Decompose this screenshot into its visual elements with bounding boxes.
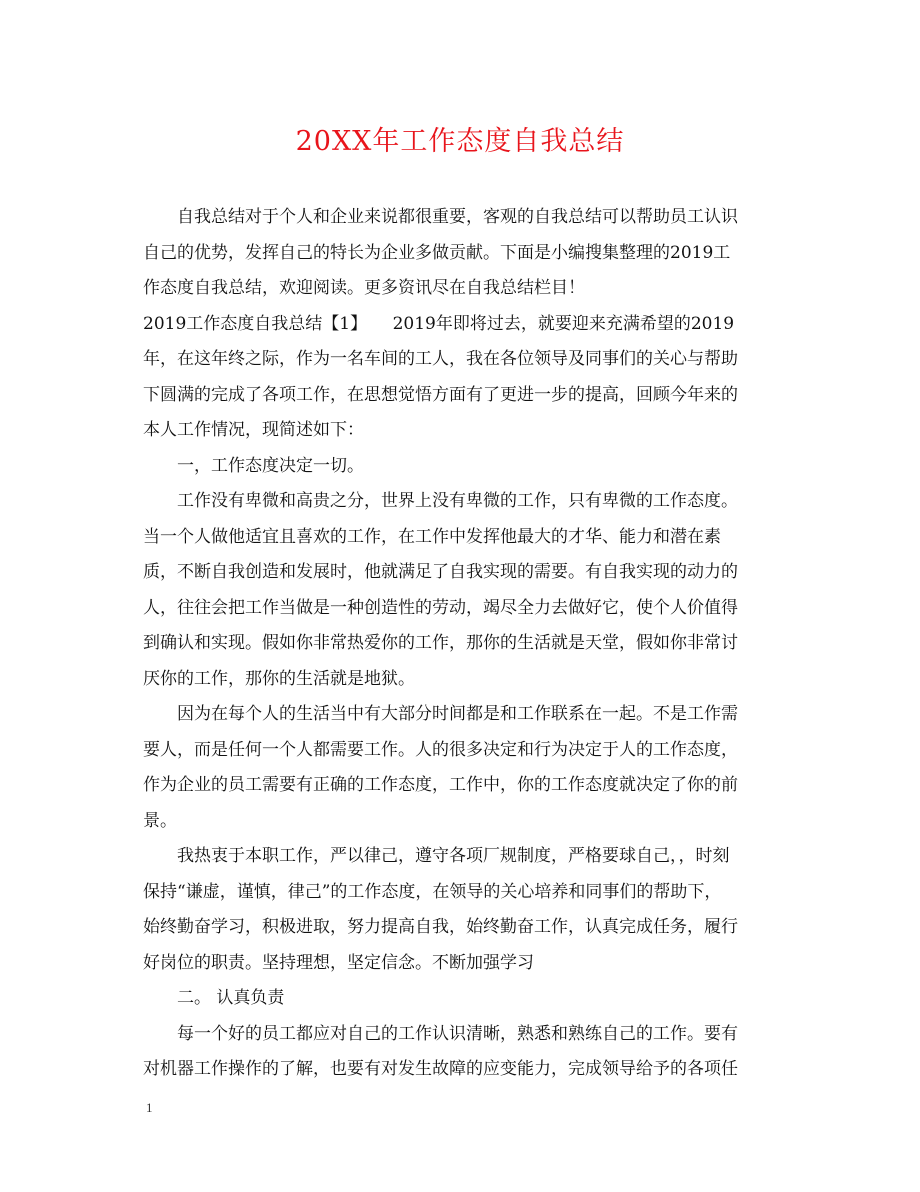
body-line: 2019工作态度自我总结【1】 2019年即将过去，就要迎来充满希望的2019 — [143, 313, 735, 334]
body-line: 年，在这年终之际，作为一名车间的工人，我在各位领导及同事们的关心与帮助 — [143, 349, 738, 369]
body-line: 到确认和实现。假如你非常热爱你的工作，那你的生活就是天堂，假如你非常讨 — [143, 633, 738, 653]
document-body — [143, 200, 783, 1088]
body-line: 每一个好的员工都应对自己的工作认识清晰，熟悉和熟练自己的工作。要有 — [177, 1023, 738, 1044]
section-heading: 一，工作态度决定一切。 — [177, 455, 364, 476]
body-line: 本人工作情况，现简述如下： — [143, 420, 364, 440]
body-line: 作为企业的员工需要有正确的工作态度，工作中，你的工作态度就决定了你的前 — [143, 775, 738, 795]
body-line: 质，不断自我创造和发展时，他就满足了自我实现的需要。有自我实现的动力的 — [143, 562, 738, 582]
body-line: 下圆满的完成了各项工作，在思想觉悟方面有了更进一步的提高，回顾今年来的 — [143, 384, 738, 405]
page-number: 1 — [146, 1100, 153, 1115]
section-heading: 二。 认真负责 — [177, 988, 285, 1008]
body-line: 好岗位的职责。坚持理想，坚定信念。不断加强学习 — [143, 952, 534, 973]
body-line: 始终勤奋学习，积极进取，努力提高自我，始终勤奋工作，认真完成任务，履行 — [143, 917, 738, 937]
document-title: 20XX年工作态度自我总结 — [295, 126, 625, 157]
body-line: 自己的优势，发挥自己的特长为企业多做贡献。下面是小编搜集整理的2019工 — [143, 242, 731, 263]
body-line: 当一个人做他适宜且喜欢的工作，在工作中发挥他最大的才华、能力和潜在素 — [143, 526, 721, 547]
body-line: 工作没有卑微和高贵之分，世界上没有卑微的工作，只有卑微的工作态度。 — [177, 491, 738, 511]
body-line: 我热衷于本职工作，严以律己，遵守各项厂规制度，严格要球自己，，时刻 — [177, 846, 730, 866]
body-line: 要人，而是任何一个人都需要工作。人的很多决定和行为决定于人的工作态度， — [143, 739, 738, 760]
body-line: 对机器工作操作的了解，也要有对发生故障的应变能力，完成领导给予的各项任 — [143, 1059, 738, 1079]
body-line: 作态度自我总结，欢迎阅读。更多资讯尽在自我总结栏目！ — [143, 278, 585, 298]
body-line: 景。 — [143, 810, 177, 831]
body-line: 因为在每个人的生活当中有大部分时间都是和工作联系在一起。不是工作需 — [177, 704, 738, 724]
body-line: 厌你的工作，那你的生活就是地狱。 — [143, 668, 415, 689]
body-line: 保持“谦虚，谨慎，律己”的工作态度，在领导的关心培养和同事们的帮助下， — [143, 881, 722, 902]
body-line: 自我总结对于个人和企业来说都很重要，客观的自我总结可以帮助员工认识 — [177, 207, 738, 227]
footer-divider — [143, 1095, 777, 1096]
body-line: 人，往往会把工作当做是一种创造性的劳动，竭尽全力去做好它，使个人价值得 — [143, 597, 738, 618]
